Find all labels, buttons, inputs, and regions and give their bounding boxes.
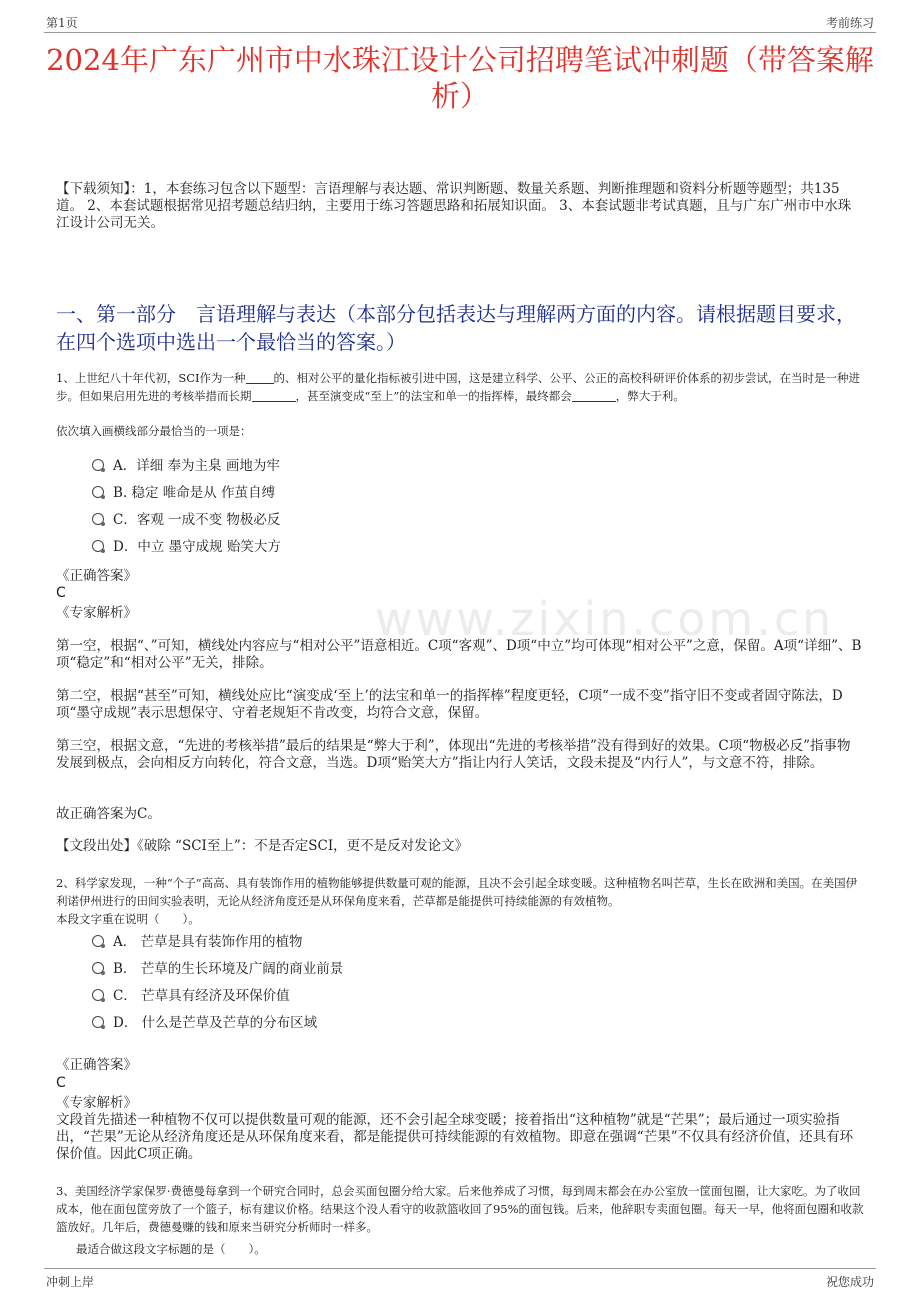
- download-notice: 【下载须知】：1，本套练习包含以下题型：言语理解与表达题、常识判断题、数量关系题、判断推理题和资料分析题等题型；共135道。 2、本套试题根据常见招考题总结归纳，主要用于练习答题思路和拓展知识面。 3、本套试题非考试真题，且与广东广州市中水珠江设计公司无关。: [56, 181, 852, 231]
- q1-conclusion: 故正确答案为C。: [56, 806, 161, 822]
- q1-option-c[interactable]: C．客观 一成不变 物极必反: [92, 511, 280, 529]
- radio-icon: [92, 962, 104, 974]
- q1-source: 【文段出处】《破除 “SCI至上”：不是否定SCI，更不是反对发论文》: [56, 838, 469, 854]
- blank-3: [572, 389, 616, 402]
- q2-answer: C: [56, 1075, 66, 1091]
- page-number: 第1页: [46, 16, 78, 30]
- q1-analysis-3: 第三空，根据文意，“先进的考核举措”最后的结果是“弊大于利”，体现出“先进的考核举措”没有得到好的效果。C项“物极必反”指事物发展到极点，会向相反方向转化，符合文意，当选。D项“贻笑大方”指让内行人笑话，文段未提及“内行人”，与文意不符，排除。: [56, 738, 851, 771]
- blank-1: [246, 371, 274, 384]
- q3-prompt: 最适合做这段文字标题的是（ ）。: [76, 1242, 266, 1256]
- radio-icon: [92, 540, 104, 552]
- expert-analysis-label: 《专家解析》: [56, 605, 137, 621]
- q1-option-a[interactable]: A．详细 奉为主臬 画地为牢: [92, 457, 280, 475]
- q2-option-b[interactable]: B． 芒草的生长环境及广阔的商业前景: [92, 960, 343, 978]
- header-label: 考前练习: [825, 16, 874, 30]
- correct-answer-label: 《正确答案》: [56, 568, 137, 584]
- q2-option-c[interactable]: C． 芒草具有经济及环保价值: [92, 987, 290, 1005]
- radio-icon: [92, 513, 104, 525]
- radio-icon: [92, 935, 104, 947]
- expert-analysis-label: 《专家解析》: [56, 1095, 137, 1111]
- q1-analysis-2: 第二空，根据“甚至”可知，横线处应比“演变成‘至上’的法宝和单一的指挥棒”程度更轻，C项“一成不变”指守旧不变或者固守陈法，D项“墨守成规”表示思想保守、守着老规矩不肯改变，均符合文意，保留。: [56, 688, 843, 721]
- q2-option-a[interactable]: A． 芒草是具有装饰作用的植物: [92, 933, 303, 951]
- q1-prompt: 依次填入画横线部分最恰当的一项是：: [56, 424, 252, 438]
- correct-answer-label: 《正确答案》: [56, 1057, 137, 1073]
- watermark: www.zixin.com.cn: [375, 592, 835, 646]
- footer-right: 祝您成功: [825, 1275, 874, 1289]
- q1-option-b[interactable]: B. 稳定 唯命是从 作茧自缚: [92, 484, 275, 502]
- q1-option-d[interactable]: D．中立 墨守成规 贻笑大方: [92, 538, 281, 556]
- q2-prompt: 本段文字重在说明（ ）。: [56, 912, 200, 926]
- q2-option-d[interactable]: D． 什么是芒草及芒草的分布区域: [92, 1014, 317, 1032]
- radio-icon: [92, 989, 104, 1001]
- document-title: 2024年广东广州市中水珠江设计公司招聘笔试冲刺题（带答案解析）: [46, 43, 874, 113]
- footer-left: 冲刺上岸: [46, 1275, 95, 1289]
- q2-stem: 2、科学家发现，一种“个子”高高、具有装饰作用的植物能够提供数量可观的能源，且决不会引起全球变暖。这种植物名叫芒草，生长在欧洲和美国。在美国伊利诺伊州进行的田间实验表明，无论从经济角度还是从环保角度来看，芒草都是能提供可持续能源的有效植物。: [56, 876, 858, 908]
- q1-answer: C: [56, 585, 66, 601]
- page-footer: [44, 1268, 876, 1289]
- q1-analysis-1: 第一空，根据“、”可知，横线处内容应与“相对公平”语意相近。C项“客观”、D项“中立”均可体现“相对公平”之意，保留。A项“详细”、B项“稳定”和“相对公平”无关，排除。: [56, 638, 862, 671]
- section-title: 一、第一部分 言语理解与表达（本部分包括表达与理解两方面的内容。请根据题目要求，在四个选项中选出一个最恰当的答案。）: [56, 302, 856, 354]
- radio-icon: [92, 486, 104, 498]
- blank-2: [252, 389, 296, 402]
- q2-analysis: 文段首先描述一种植物不仅可以提供数量可观的能源，还不会引起全球变暖；接着指出“这种植物”就是“芒果”；最后通过一项实验指出，“芒果”无论从经济角度还是从环保角度来看，都是能提供可持续能源的有效植物。即意在强调“芒果”不仅具有经济价值，还具有环保价值。因此C项正确。: [56, 1112, 854, 1162]
- page-header: [44, 12, 876, 33]
- radio-icon: [92, 459, 104, 471]
- q1-stem: 1、上世纪八十年代初，SCI作为一种 的、相对公平的量化指标被引进中国，这是建立科学、公平、公正的高校科研评价体系的初步尝试，在当时是一种进步。但如果启用先进的考核举措而长期 ，甚至演变成“至上”的法宝和单一的指挥棒，最终都会 ，弊大于利。: [56, 371, 861, 403]
- radio-icon: [92, 1016, 104, 1028]
- q3-stem: 3、美国经济学家保罗·费德曼每拿到一个研究合同时，总会买面包圈分给大家。后来他养成了习惯，每到周末都会在办公室放一筐面包圈，让大家吃。为了收回成本，他在面包筐旁放了一个篮子，标有建议价格。结果这个没人看守的收款篮收回了95%的面包钱。后来，他辞职专卖面包圈。每天一早，他将面包圈和收款篮放好。几年后，费德曼赚的钱和原来当研究分析师时一样多。: [56, 1184, 864, 1234]
